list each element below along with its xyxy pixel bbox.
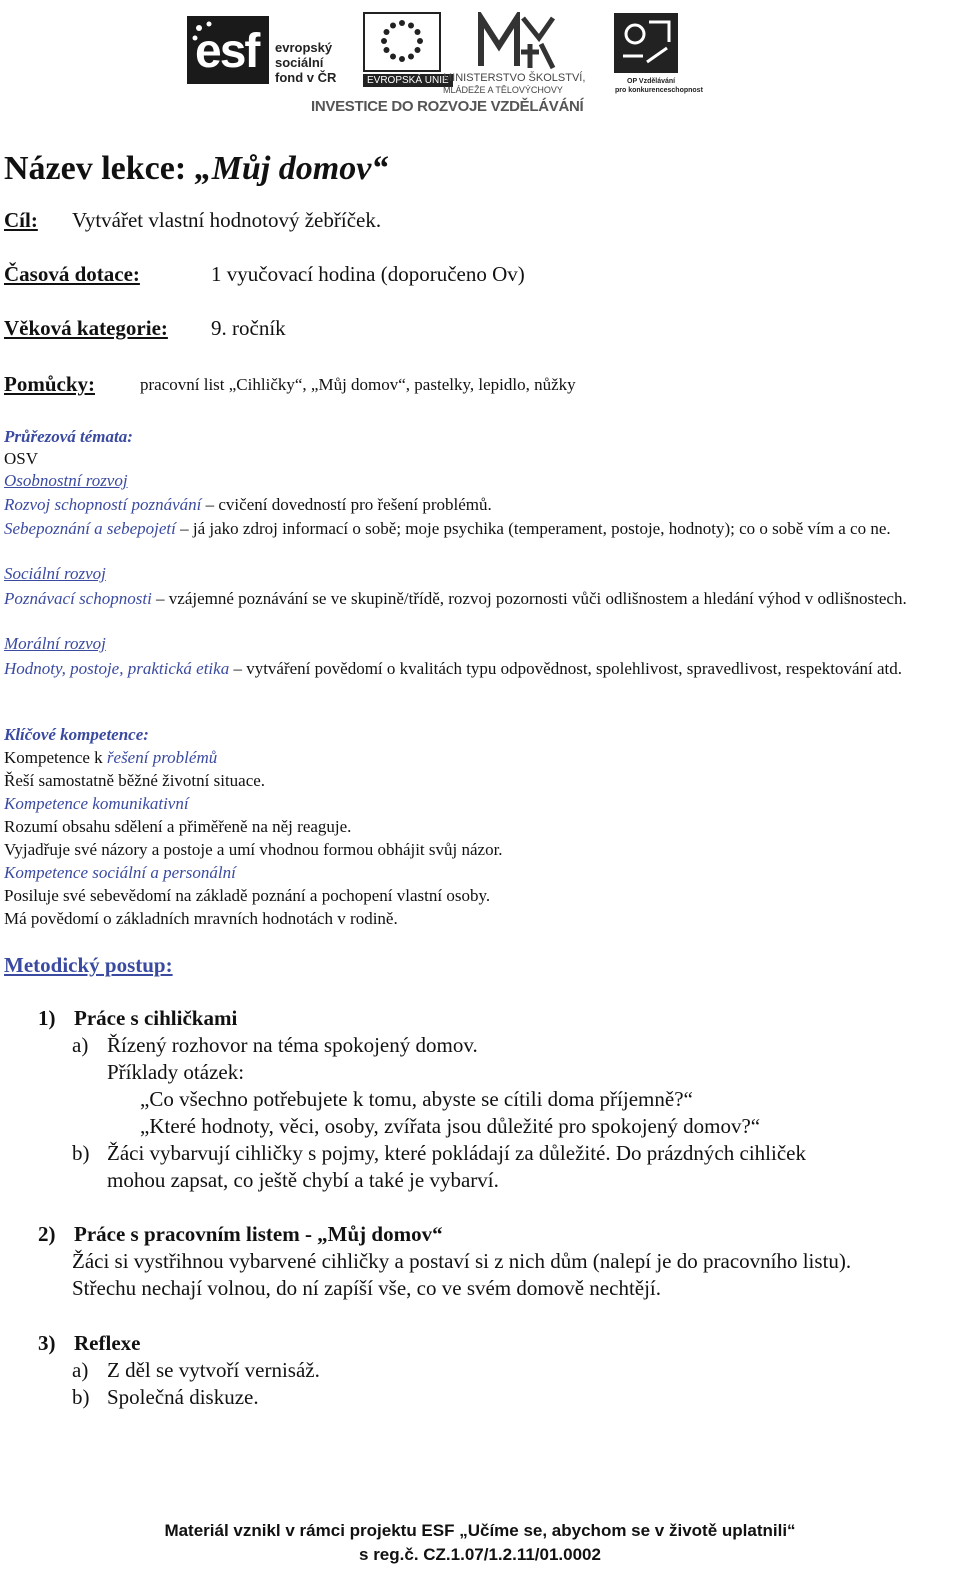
eu-label: EVROPSKÁ UNIE xyxy=(363,74,453,87)
logo-banner xyxy=(185,10,705,120)
method-heading: Metodický postup: xyxy=(4,953,173,977)
theme-item-2-text: – já jako zdroj informací o sobě; moje psychika (temperament, postoje, hodnoty); co o sobě vím a co ne. xyxy=(175,519,891,538)
theme-item-1-label: Rozvoj schopností poznávání xyxy=(4,495,202,514)
esf-line2: sociální xyxy=(275,55,324,70)
theme-item-4 xyxy=(4,658,944,680)
esf-line3: fond v ČR xyxy=(275,70,337,85)
themes-heading: Průřezová témata: xyxy=(4,427,133,446)
step-1a-question-2: „Které hodnoty, věci, osoby, zvířata jsou důležité pro spokojený domov?“ xyxy=(140,1114,761,1138)
step-2-text-1: Žáci si vystřihnou vybarvené cihličky a postaví si z nich dům (nalepí je do pracovního listu). xyxy=(72,1249,852,1273)
banner-text: INVESTICE DO ROZVOJE VZDĚLÁVÁNÍ xyxy=(311,98,584,115)
competence-3-text-2: Má povědomí o základních mravních hodnotách v rodině. xyxy=(4,909,398,928)
competence-2-label: Kompetence komunikativní xyxy=(4,794,189,813)
step-3b-marker: b) xyxy=(72,1385,90,1409)
age-label: Věková kategorie: xyxy=(4,316,168,340)
step-2-number: 2) xyxy=(38,1222,56,1246)
themes-osv: OSV xyxy=(4,449,39,468)
step-1a-text: Řízený rozhovor na téma spokojený domov. xyxy=(107,1033,478,1057)
footer-line-2: s reg.č. CZ.1.07/1.2.11/01.0002 xyxy=(359,1545,601,1564)
tools-label: Pomůcky: xyxy=(4,372,95,396)
op-line1: OP Vzdělávání xyxy=(627,78,676,85)
step-1-number: 1) xyxy=(38,1006,56,1030)
themes-osobnostni: Osobnostní rozvoj xyxy=(4,471,128,490)
op-line2: pro konkurenceschopnost xyxy=(615,87,703,94)
footer-line-1: Materiál vznikl v rámci projektu ESF „Učíme se, abychom se v životě uplatnili“ xyxy=(164,1521,796,1540)
competence-1-prefix: Kompetence k xyxy=(4,748,107,767)
theme-item-3 xyxy=(4,588,944,610)
step-3a-marker: a) xyxy=(72,1358,89,1382)
competence-2-text-2: Vyjadřuje své názory a postoje a umí vhodnou formou obhájit svůj názor. xyxy=(4,840,503,859)
time-label: Časová dotace: xyxy=(4,262,140,286)
step-2-text-2: Střechu nechají volnou, do ní zapíší vše, co ve svém domově nechtějí. xyxy=(72,1276,662,1300)
lesson-title-prefix: Název lekce: xyxy=(4,150,195,187)
esf-line1: evropský xyxy=(275,40,333,55)
competence-1-label: řešení problémů xyxy=(106,748,218,767)
step-1b-text-1: Žáci vybarvují cihličky s pojmy, které pokládají za důležité. Do prázdných cihliček xyxy=(107,1141,806,1165)
msmt-logo xyxy=(477,12,557,70)
step-1a-question-1: „Co všechno potřebujete k tomu, abyste se cítili doma příjemně?“ xyxy=(140,1087,693,1111)
competence-3-text-1: Posiluje své sebevědomí na základě poznání a pochopení vlastní osoby. xyxy=(4,886,491,905)
step-1b-text-2: mohou zapsat, co ještě chybí a také je vybarví. xyxy=(107,1168,499,1192)
competence-1-text-1: Řeší samostatně běžné životní situace. xyxy=(4,771,266,790)
step-1a-examples: Příklady otázek: xyxy=(107,1060,245,1084)
step-1b-marker: b) xyxy=(72,1141,90,1165)
theme-item-2 xyxy=(4,518,944,540)
theme-item-4-label: Hodnoty, postoje, praktická etika xyxy=(4,659,230,678)
theme-item-4-text: – vytváření povědomí o kvalitách typu odpovědnost, spolehlivost, spravedlivost, respektování atd. xyxy=(229,659,903,678)
time-value: 1 vyučovací hodina (doporučeno Ov) xyxy=(211,262,525,286)
competence-1 xyxy=(4,748,217,768)
step-3-number: 3) xyxy=(38,1331,56,1355)
step-1-title: Práce s cihličkami xyxy=(74,1006,238,1030)
step-3a-text: Z děl se vytvoří vernisáž. xyxy=(107,1358,320,1382)
step-3b-text: Společná diskuze. xyxy=(107,1385,259,1409)
theme-item-1 xyxy=(4,494,944,516)
theme-item-1-text: – cvičení dovedností pro řešení problémů. xyxy=(201,495,492,514)
step-2-title: Práce s pracovním listem - „Můj domov“ xyxy=(74,1222,443,1246)
theme-item-2-label: Sebepoznání a sebepojetí xyxy=(4,519,176,538)
goal-label: Cíl: xyxy=(4,208,38,232)
competence-2-text-1: Rozumí obsahu sdělení a přiměřeně na něj reaguje. xyxy=(4,817,352,836)
theme-item-3-label: Poznávací schopnosti xyxy=(4,589,152,608)
esf-big-text: esf xyxy=(195,25,259,78)
themes-moralni: Morální rozvoj xyxy=(4,634,106,653)
msmt-line1: MINISTERSTVO ŠKOLSTVÍ, xyxy=(443,72,586,84)
tools-value: pracovní list „Cihličky“, „Můj domov“, pastelky, lepidlo, nůžky xyxy=(140,375,576,394)
eu-flag-icon xyxy=(363,12,441,72)
op-logo xyxy=(613,12,679,74)
lesson-title-name: „Můj domov“ xyxy=(194,150,389,187)
age-value: 9. ročník xyxy=(211,316,286,340)
step-1a-marker: a) xyxy=(72,1033,89,1057)
lesson-title xyxy=(4,150,388,188)
themes-socialni: Sociální rozvoj xyxy=(4,564,106,583)
competence-3-label: Kompetence sociální a personální xyxy=(4,863,236,882)
step-3-title: Reflexe xyxy=(74,1331,141,1355)
msmt-line2: MLÁDEŽE A TĚLOVÝCHOVY xyxy=(443,85,563,95)
competences-heading: Klíčové kompetence: xyxy=(4,725,149,744)
theme-item-3-text: – vzájemné poznávání se ve skupině/třídě, rozvoj pozornosti vůči odlišnostem a hledání výhod v odlišnostech. xyxy=(151,589,907,608)
goal-value: Vytvářet vlastní hodnotový žebříček. xyxy=(72,208,382,232)
